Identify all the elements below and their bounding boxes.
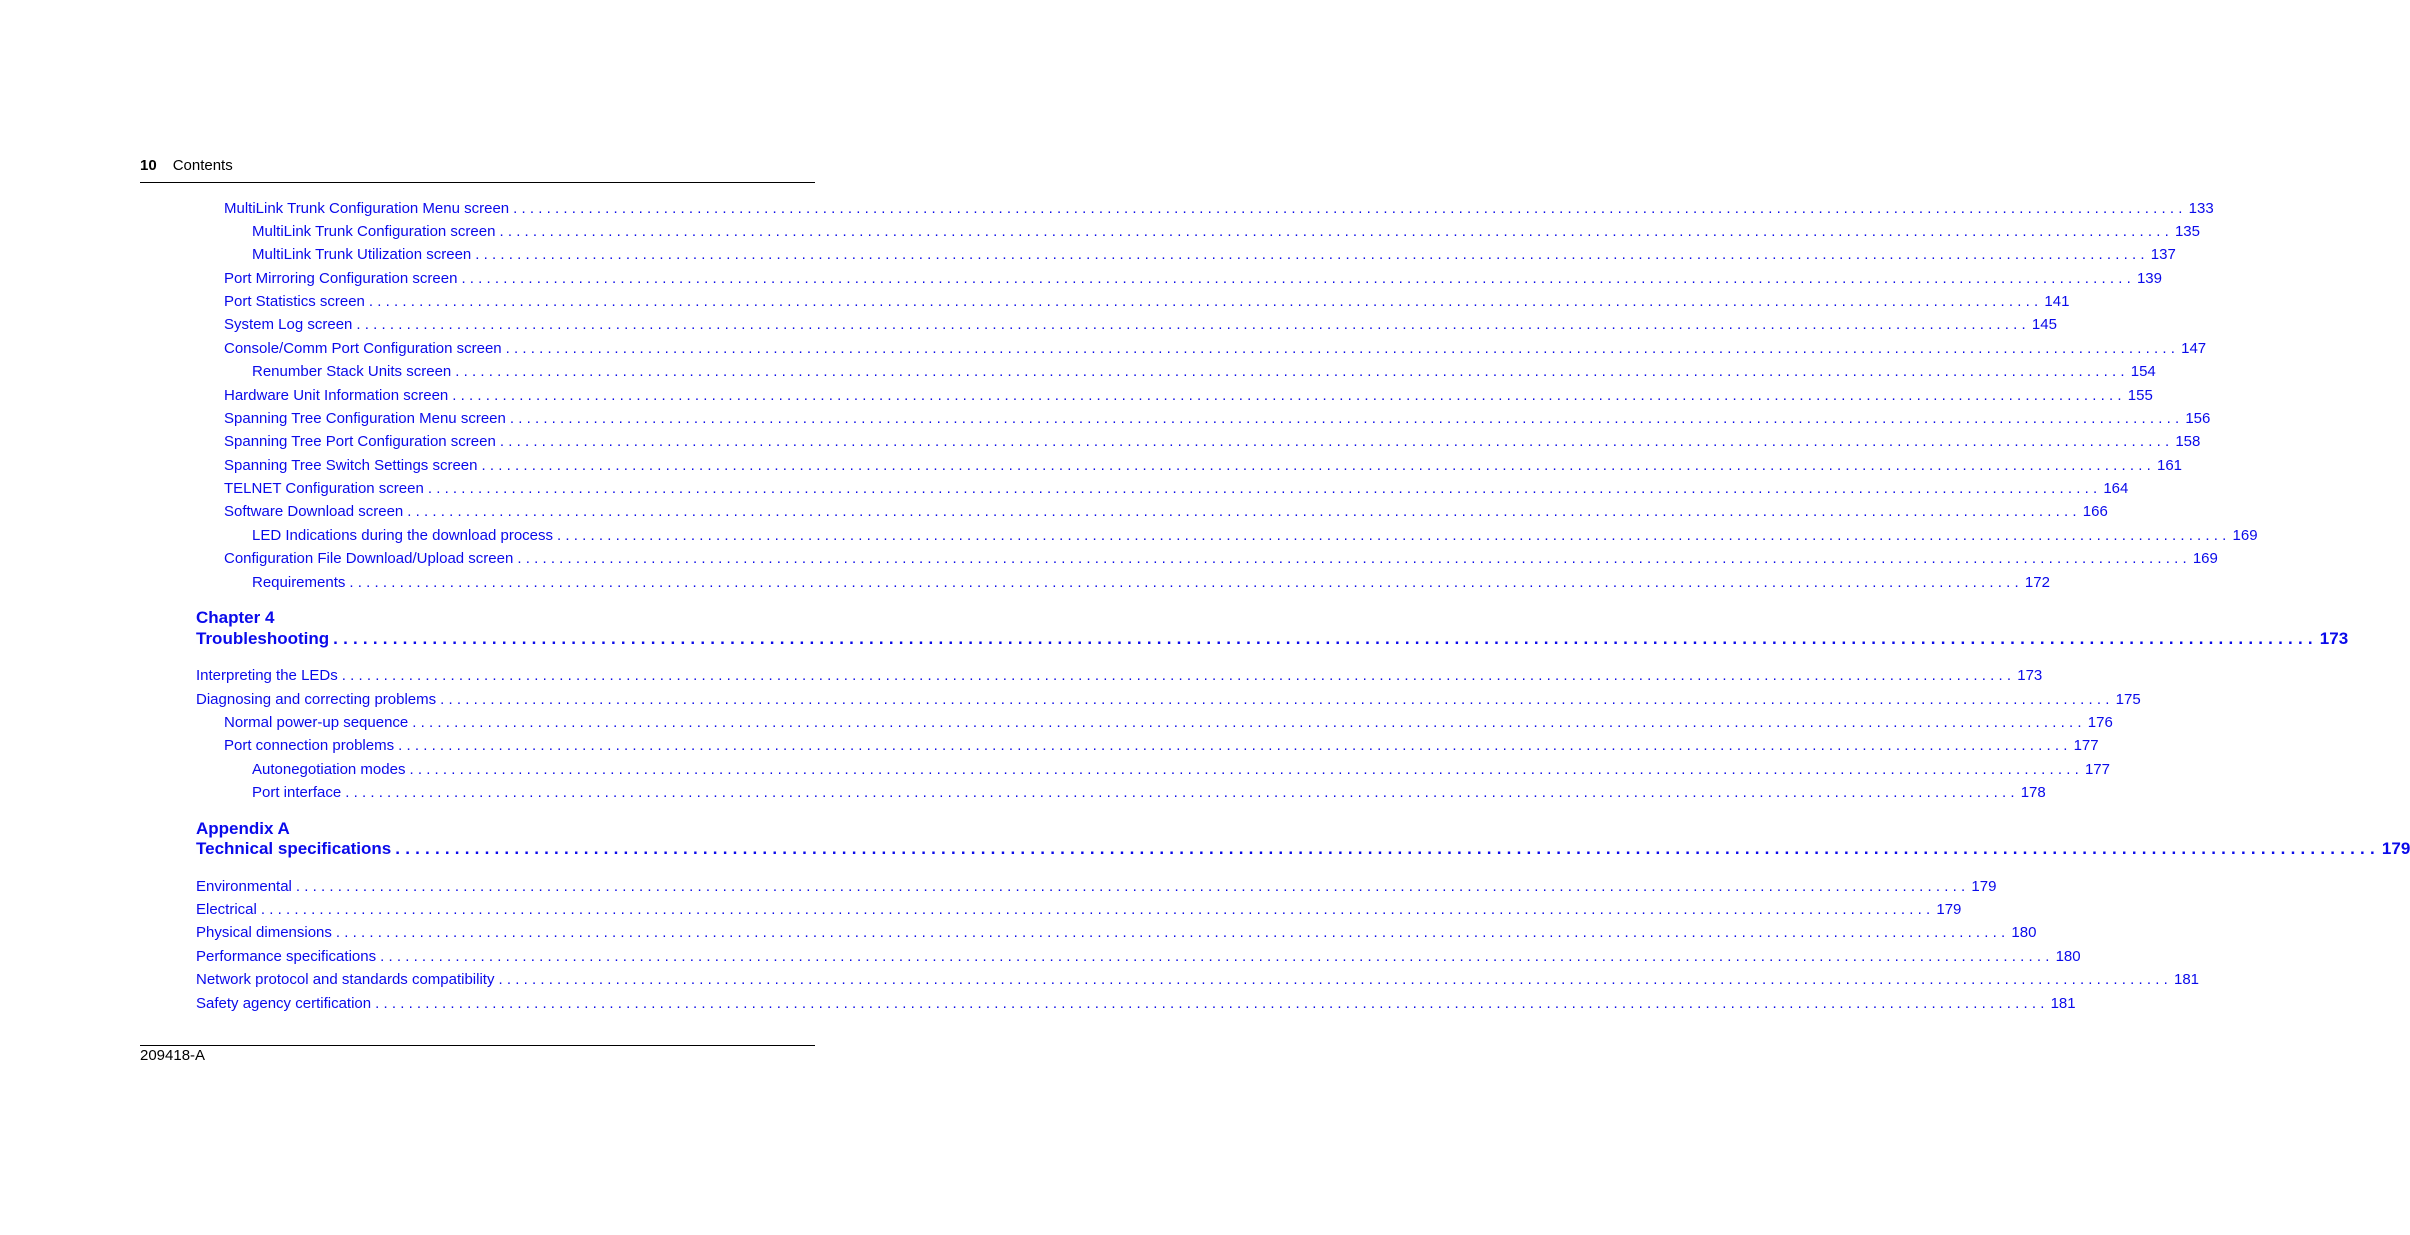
leader-dots: ........................................................................................................................................................................................................ xyxy=(349,574,2023,591)
footer-rule xyxy=(140,1045,815,1046)
footer-doc-id: 209418-A xyxy=(140,1047,206,1064)
toc-entry[interactable]: Port connection problems ........................................................................................................................................................................................................ 177 xyxy=(224,737,2099,754)
toc-entry[interactable]: Autonegotiation modes ........................................................................................................................................................................................................ 177 xyxy=(252,761,2110,778)
toc-entry[interactable]: Port interface ........................................................................................................................................................................................................ 178 xyxy=(252,784,2046,801)
leader-dots: ........................................................................................................................................................................................................ xyxy=(341,667,2016,684)
leader-dots: ........................................................................................................................................................................................................ xyxy=(498,971,2172,988)
header-rule xyxy=(140,182,815,183)
leader-dots: ........................................................................................................................................................................................................ xyxy=(509,410,2184,427)
toc-entry[interactable]: Performance specifications ........................................................................................................................................................................................................ 180 xyxy=(196,948,2081,965)
toc-entry[interactable]: Spanning Tree Configuration Menu screen ........................................................................................................................................................................................................ 156 xyxy=(224,410,2211,427)
leader-dots: ........................................................................................................................................................................................................ xyxy=(345,784,2019,801)
leader-dots: ........................................................................................................................................................................................................ xyxy=(398,737,2072,754)
toc-entry[interactable]: System Log screen ........................................................................................................................................................................................................ 145 xyxy=(224,316,2057,333)
toc-entry[interactable]: Electrical ........................................................................................................................................................................................................ 179 xyxy=(196,901,1962,918)
toc-entry[interactable]: TELNET Configuration screen ........................................................................................................................................................................................................ 164 xyxy=(224,480,2129,497)
leader-dots: ........................................................................................................................................................................................................ xyxy=(517,550,2191,567)
leader-dots: ........................................................................................................................................................................................................ xyxy=(499,223,2173,240)
leader-dots: ........................................................................................................................................................................................................ xyxy=(481,457,2155,474)
toc-entry[interactable]: Interpreting the LEDs ........................................................................................................................................................................................................ 173 xyxy=(196,667,2043,684)
toc-entry[interactable]: Port Mirroring Configuration screen ........................................................................................................................................................................................................ 139 xyxy=(224,270,2162,287)
toc-entry[interactable]: Spanning Tree Port Configuration screen ........................................................................................................................................................................................................ 158 xyxy=(224,433,2201,450)
chapter-label[interactable]: Chapter 4 xyxy=(196,608,275,627)
leader-dots: ........................................................................................................................................................................................................ xyxy=(368,293,2043,310)
toc-entry[interactable]: Configuration File Download/Upload screen ........................................................................................................................................................................................................ 169 xyxy=(224,550,2218,567)
appendix-title-entry[interactable]: Technical specifications ........................................................................................................................................................................................................ 179 xyxy=(196,839,2410,858)
page-number: 10 xyxy=(140,157,157,174)
toc-entry[interactable]: Software Download screen ........................................................................................................................................................................................................ 166 xyxy=(224,503,2108,520)
toc-entry[interactable]: Environmental ........................................................................................................................................................................................................ 179 xyxy=(196,878,1997,895)
toc-entry[interactable]: Spanning Tree Switch Settings screen ........................................................................................................................................................................................................ 161 xyxy=(224,457,2183,474)
leader-dots: ........................................................................................................................................................................................................ xyxy=(461,270,2135,287)
leader-dots: ........................................................................................................................................................................................................ xyxy=(475,246,2149,263)
leader-dots: ........................................................................................................................................................................................................ xyxy=(427,480,2102,497)
leader-dots: ........................................................................................................................................................................................................ xyxy=(407,503,2081,520)
toc-entry[interactable]: LED Indications during the download process ........................................................................................................................................................................................................ 169 xyxy=(252,527,2258,544)
toc-entry[interactable]: Renumber Stack Units screen ........................................................................................................................................................................................................ 154 xyxy=(252,363,2156,380)
leader-dots: ........................................................................................................................................................................................................ xyxy=(440,691,2114,708)
toc-entry[interactable]: Hardware Unit Information screen ........................................................................................................................................................................................................ 155 xyxy=(224,387,2153,404)
leader-dots: ........................................................................................................................................................................................................ xyxy=(335,924,2010,941)
leader-dots: ........................................................................................................................................................................................................ xyxy=(412,714,2086,731)
chapter-title-entry[interactable]: Troubleshooting ........................................................................................................................................................................................................ 173 xyxy=(196,629,2349,648)
leader-dots: ........................................................................................................................................................................................................ xyxy=(409,761,2083,778)
leader-dots: ........................................................................................................................................................................................................ xyxy=(455,363,2129,380)
leader-dots: ........................................................................................................................................................................................................ xyxy=(452,387,2126,404)
leader-dots: ........................................................................................................................................................................................................ xyxy=(557,527,2231,544)
leader-dots: ........................................................................................................................................................................................................ xyxy=(513,200,2187,217)
toc-entry[interactable]: MultiLink Trunk Configuration Menu screen ........................................................................................................................................................................................................ 133 xyxy=(224,200,2214,217)
leader-dots: ........................................................................................................................................................................................................ xyxy=(356,316,2030,333)
appendix-label[interactable]: Appendix A xyxy=(196,819,290,838)
leader-dots: ........................................................................................................................................................................................................ xyxy=(395,839,2380,858)
leader-dots: ........................................................................................................................................................................................................ xyxy=(375,995,2049,1012)
leader-dots: ........................................................................................................................................................................................................ xyxy=(380,948,2054,965)
toc-entry[interactable]: Normal power-up sequence ........................................................................................................................................................................................................ 176 xyxy=(224,714,2113,731)
leader-dots: ........................................................................................................................................................................................................ xyxy=(260,901,1935,918)
toc-entry[interactable]: Safety agency certification ........................................................................................................................................................................................................ 181 xyxy=(196,995,2076,1012)
leader-dots: ........................................................................................................................................................................................................ xyxy=(505,340,2180,357)
leader-dots: ........................................................................................................................................................................................................ xyxy=(333,629,2318,648)
toc-entry[interactable]: Requirements ........................................................................................................................................................................................................ 172 xyxy=(252,574,2050,591)
page-header xyxy=(140,156,815,176)
header-title: Contents xyxy=(172,157,233,174)
toc-entry[interactable]: MultiLink Trunk Utilization screen ........................................................................................................................................................................................................ 137 xyxy=(252,246,2176,263)
toc-entry[interactable]: Physical dimensions ........................................................................................................................................................................................................ 180 xyxy=(196,924,2037,941)
toc-entry[interactable]: Diagnosing and correcting problems ........................................................................................................................................................................................................ 175 xyxy=(196,691,2141,708)
leader-dots: ........................................................................................................................................................................................................ xyxy=(499,433,2174,450)
leader-dots: ........................................................................................................................................................................................................ xyxy=(295,878,1970,895)
toc-entry[interactable]: Port Statistics screen ........................................................................................................................................................................................................ 141 xyxy=(224,293,2070,310)
toc-entry[interactable]: MultiLink Trunk Configuration screen ........................................................................................................................................................................................................ 135 xyxy=(252,223,2200,240)
toc-entry[interactable]: Network protocol and standards compatibility ........................................................................................................................................................................................................ 181 xyxy=(196,971,2200,988)
toc-entry[interactable]: Console/Comm Port Configuration screen ........................................................................................................................................................................................................ 147 xyxy=(224,340,2207,357)
